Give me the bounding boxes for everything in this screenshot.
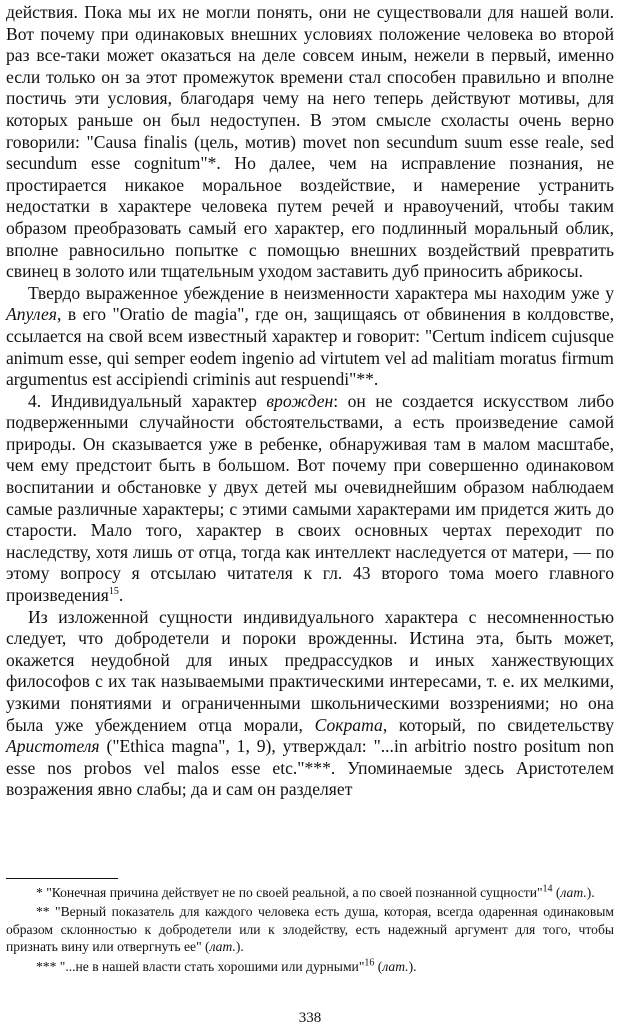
footnote-1 [6, 884, 614, 901]
footnote-3 [6, 958, 614, 975]
paragraph-4 [6, 607, 614, 801]
paragraph-4-part3: ("Ethica magna", 1, 9), утверждал: "...in arbitrio nostro positum non esse nos probos vel malos esse etc."***. Упоминаемые здесь Аристотелем возражения явно слабы; да и сам он разделяет [6, 736, 614, 800]
paragraph-2 [6, 283, 614, 391]
footnote-1-open: ( [552, 885, 561, 900]
footnote-3-open: ( [374, 958, 383, 974]
footnotes [6, 884, 614, 975]
paragraph-4-name-socrates: Сократа [314, 714, 383, 735]
footnote-1-ref: 14 [542, 883, 553, 895]
footnote-1-lang: лат. [560, 885, 587, 900]
paragraph-3-end: . [118, 585, 124, 606]
paragraph-1 [6, 2, 614, 283]
paragraph-1-text: действия. Пока мы их не могли понять, они не существовали для нашей воли. Вот почему при одинаковых внешних условиях положение человека во второй раз все-таки может оказаться на деле совсем иным, нежели в первый, именно если только он за этот промежуток времени стал способен правильно и вполне постичь эти условия, благодаря чему на него теперь действуют мотивы, для которых раньше он был недоступен. В этом смысле схоласты очень верно говорили: "Causa finalis (цель, мотив) movet non secundum suum esse reale, sed secundum esse cognitum"*. Но далее, чем на исправление познания, не простирается никакое моральное воздействие, и намерение устранить недостатки в характере человека путем речей и нравоучений, чтобы таким образом преобразовать самый его характер, его подлинный моральный облик, вполне равносильно попытке с помощью внешних воздействий превратить свинец в золото или тщательным уходом заставить дуб приносить абрикосы. [6, 2, 614, 282]
footnote-3-text: *** "...не в нашей власти стать хорошими или дурными" [36, 958, 365, 974]
footnote-3-lang: лат. [382, 958, 409, 974]
paragraph-3-after: : он не создается искусством либо подверженными случайности обстоятельствами, а есть произведение самой природы. Он сказывается уже в ребенке, обнаруживая там в малом масштабе, чем ему предстоит быть в большом. Вот почему при совершенно одинаковом воспитании и обстановке у двух детей мы очевиднейшим образом наблюдаем самые различные характеры; с этими самыми характерами им придется жить до старости. Мало того, характер в своих основных чертах переходит по наследству, хотя лишь от отца, тогда как интеллект наследуется от матери, — по этому вопросу я отсылаю читателя к гл. 43 второго тома моего главного произведения [6, 390, 614, 606]
paragraph-3 [6, 391, 614, 607]
footnote-3-close: ). [408, 958, 417, 974]
footnote-2-lang: лат. [209, 939, 236, 955]
paragraph-3-before: 4. Индивидуальный характер [28, 390, 267, 411]
footnote-1-text: * "Конечная причина действует не по своей реальной, а по своей познанной сущности" [36, 885, 543, 900]
paragraph-2-before: Твердо выраженное убеждение в неизменности характера мы находим уже у [28, 282, 614, 303]
footnote-2 [6, 903, 614, 955]
paragraph-4-part2: , который, по свидетельству [382, 714, 614, 735]
page-number: 338 [298, 1010, 322, 1026]
footnote-2-text: ** "Верный показатель для каждого человека есть душа, которая, всегда одаренная одинаковым образом склонностью к добродетели или к злодейству, есть надежный аргумент для того, чтобы признать вину или отвергнуть ее" ( [6, 904, 614, 955]
page-body [6, 0, 614, 801]
paragraph-2-after: , в его "Oratio de magia", где он, защищаясь от обвинения в колдовстве, ссылается на свой всем известный характер и говорит: "Certum indicem cujusque animum esse, qui semper eodem ingenio ad virtutem vel ad malitiam moratus firmum argumentus est accipiendi criminis aut respuendi"**. [6, 304, 614, 390]
paragraph-4-part1: Из изложенной сущности индивидуального характера с несомненностью следует, что добродетели и пороки врожденны. Истина эта, быть может, окажется неудобной для иных предрассудков и иных ханжествующих философов с их так называемыми практическими интересами, т. е. их мелкими, узкими понятиями и ограниченными школьническими воззрениями; но она была уже убеждением отца морали, [6, 606, 614, 735]
footnote-1-close: ). [586, 885, 595, 900]
paragraph-3-emph: врожден [266, 390, 334, 411]
footnote-2-close: ). [235, 939, 244, 955]
paragraph-3-note-ref: 15 [108, 586, 119, 598]
paragraph-2-name: Апулея [6, 304, 57, 325]
paragraph-4-name-aristotle: Аристотеля [6, 736, 100, 757]
footnote-3-ref: 16 [364, 957, 375, 969]
footnote-divider [6, 878, 118, 879]
